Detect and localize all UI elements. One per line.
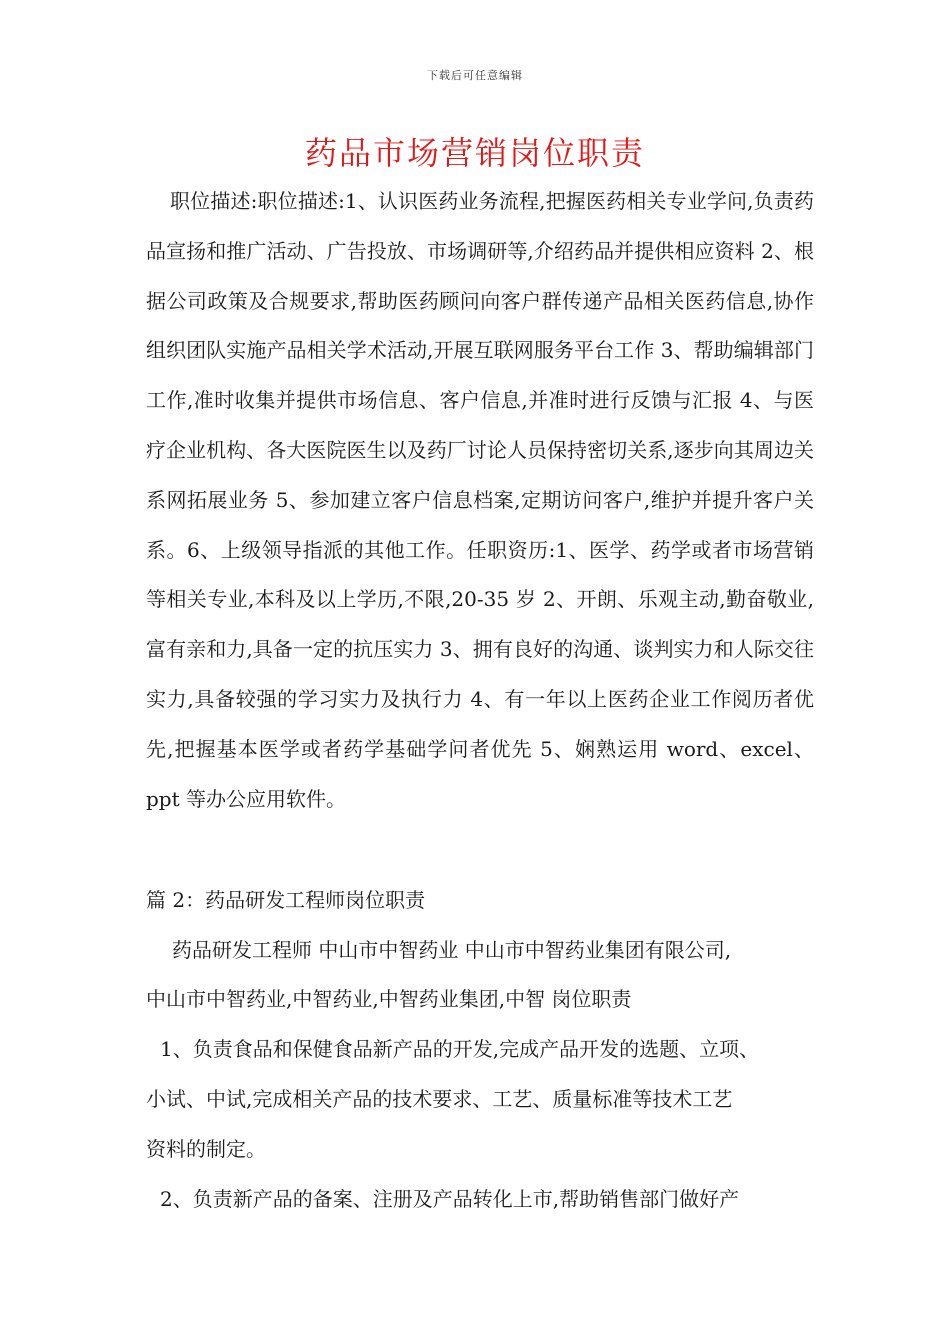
- section2-item2-line1: 2、负责新产品的备案、注册及产品转化上市,帮助销售部门做好产: [160, 1187, 740, 1211]
- section2-heading: 篇 2：药品研发工程师岗位职责: [146, 888, 426, 912]
- section1-paragraph: 职位描述:职位描述:1、认识医药业务流程,把握医药相关专业学问,负责药品宣扬和推广活动、广告投放、市场调研等,介绍药品并提供相应资料 2、根据公司政策及合规要求,帮助医药顾问向客户群传递产品相关医药信息,协作组织团队实施产品相关学术活动,开展互联网服务平台工作 3、帮助编辑部门工作,准时收集并提供市场信息、客户信息,并准时进行反馈与汇报 4、与医疗企业机构、各大医院医生以及药厂讨论人员保持密切关系,逐步向其周边关系网拓展业务 5、参加建立客户信息档案,定期访问客户,维护并提升客户关系。6、上级领导指派的其他工作。任职资历:1、医学、药学或者市场营销等相关专业,本科及以上学历,不限,20-35 岁 2、开朗、乐观主动,勤奋敬业,富有亲和力,具备一定的抗压实力 3、拥有良好的沟通、谈判实力和人际交往实力,具备较强的学习实力及执行力 4、有一年以上医药企业工作阅历者优先,把握基本医学或者药学基础学问者优先 5、娴熟运用 word、excel、ppt 等办公应用软件。: [146, 189, 814, 811]
- section2-item1-line1: 1、负责食品和保健食品新产品的开发,完成产品开发的选题、立项、: [160, 1037, 760, 1061]
- header-note: 下载后可任意编辑: [427, 69, 523, 82]
- section2-intro-line2: 中山市中智药业,中智药业,中智药业集团,中智 岗位职责: [146, 987, 632, 1011]
- section2-intro-line1: 药品研发工程师 中山市中智药业 中山市中智药业集团有限公司,: [172, 938, 732, 962]
- section2-item1-line2: 小试、中试,完成相关产品的技术要求、工艺、质量标准等技术工艺: [146, 1087, 733, 1111]
- section2-item1-line3: 资料的制定。: [146, 1137, 266, 1161]
- document-title: 药品市场营销岗位职责: [304, 134, 645, 172]
